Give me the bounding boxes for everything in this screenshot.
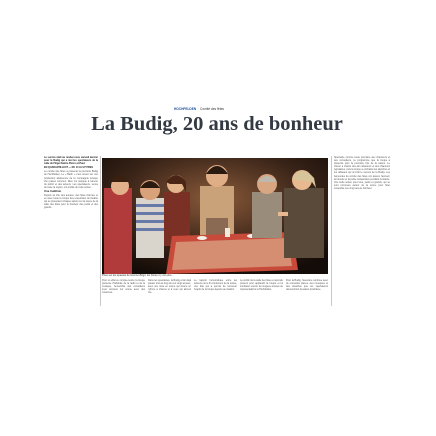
section-tag: HOCHFELDEN	[174, 107, 197, 111]
topic-tag: Comité des fêtes	[200, 107, 224, 111]
photo-caption: Prise sur les épaules de Hémon-Birgit, les frères n'y ont plus...	[102, 274, 174, 277]
bottom-column: Pour un effet ce compte-rendu, la troupe présente l'habitude de la radio et de la musique, l'ensemble des comédiens s'est retrouvé sur scène avec des costumes.	[102, 279, 145, 295]
article-body-2: Depuis sa 16e des années, des fêtes d'année et en avec toute la troupe des ensembles de théâtre qui se présentent chaque saison sur la scène de la salle des fêtes pour le bonheur des petits et des grands.	[44, 194, 98, 210]
bottom-column: Pour la Budig, l'aventure continue avec de nouvelles pièces, des musiques et des sketches que les spectateurs découvriront la saison prochaine.	[286, 279, 328, 292]
article-lede: Le succès était au rendez-vous samedi dernier pour la Budig qui a ravi les spectateurs de la salle de l'Eigel Saints-Pierre-et-Paul.	[44, 156, 98, 166]
newspaper-clipping	[38, 106, 396, 318]
bottom-column: Le rapport humoristique entre les acteurs est le fil conducteur de la soirée, une fête qui a permis de retrouver l'esprit de la troupe depuis sa création.	[194, 279, 237, 292]
left-column	[44, 156, 98, 306]
column-rule	[100, 156, 101, 306]
column-rule	[331, 156, 332, 306]
bottom-column: Dans les spectacles, la Budig a fait déjà passer tout au long de ces vingt années, avec une mise en scène qui donne un rythme à chacun et à ceux qui aiment rire.	[148, 279, 191, 295]
article-photo	[102, 158, 328, 274]
article-kicker	[174, 107, 224, 111]
article-dateline: EN QUARANTE-HUIT — DU 10 AU 27 PRES	[44, 166, 93, 170]
article-subhead: Une tradition	[44, 188, 62, 193]
right-column: Spectacle comme toute première aux chanteurs et aux comédiens, ce programme que la troupe a présenté pour la première fois de la saison. Le chœur a chanté des airs alsaciens et des chansons populaires, puis la troupe a enchaîné les sketches et les tableaux qui ont fait le succès de la Budig. Les bénévoles du comité des fêtes ont assuré l'accueil, la buvette et la petite restauration pendant l'entracte. Une belle soirée pour tous, petits et grands, qui se sont retrouvés autour de la scène pour fêter ensemble ces vingt ans de bonheur.	[334, 156, 390, 190]
theatre-scene-photo	[102, 158, 328, 274]
article-body: Le comité des fêtes a présenté la première Budig de Hochfelden. Le « Barth » s'est ouvert sur une production alsacienne de la compagnie lorsque d'un passé commun. Rien n'a manqué à l'amour du public et des acteurs. Les spectateurs, venus de toute la région, ont profité de cette soirée.	[44, 170, 98, 189]
bottom-column: Le public de la salle des fêtes a répondu présent pour applaudir la troupe et lui souhaiter encore de longues années de représentations à Hochfelden.	[240, 279, 283, 292]
article-headline: La Budig, 20 ans de bonheur	[91, 113, 343, 135]
